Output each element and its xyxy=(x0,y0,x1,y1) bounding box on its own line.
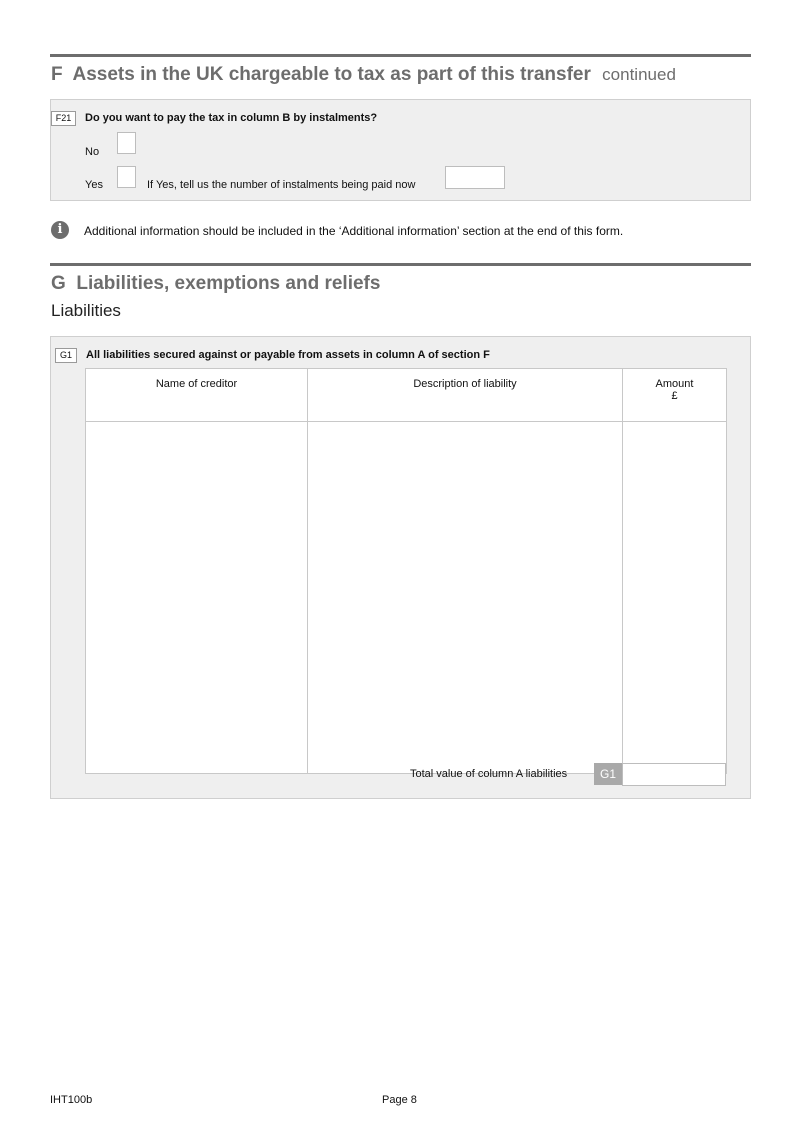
f21-no-checkbox[interactable] xyxy=(117,132,136,154)
description-column-header: Description of liability xyxy=(308,369,623,422)
amount-header-unit: £ xyxy=(671,390,678,402)
g1-total-label: Total value of column A liabilities xyxy=(410,768,568,780)
section-g-heading: Liabilities, exemptions and reliefs xyxy=(76,273,381,294)
f21-question-box xyxy=(50,99,751,201)
section-f-title xyxy=(51,64,676,86)
creditor-entry-cell[interactable] xyxy=(86,422,308,774)
section-g-title xyxy=(51,273,380,295)
liabilities-subheading: Liabilities xyxy=(51,301,121,320)
f21-yes-checkbox[interactable] xyxy=(117,166,136,188)
page-number: Page 8 xyxy=(382,1094,417,1106)
info-icon: i xyxy=(51,221,69,239)
table-row xyxy=(86,422,727,774)
amount-column-header xyxy=(623,369,727,422)
g1-tag: G1 xyxy=(55,348,77,363)
section-f-continued: continued xyxy=(602,65,676,84)
amount-header-label: Amount xyxy=(655,378,694,390)
f21-no-label: No xyxy=(85,146,100,158)
f21-instalments-input[interactable] xyxy=(445,166,505,189)
f21-tag: F21 xyxy=(51,111,76,126)
f21-instalments-prompt: If Yes, tell us the number of instalments being paid now xyxy=(147,179,416,191)
g1-question: All liabilities secured against or payable from assets in column A of section F xyxy=(86,349,490,361)
creditor-column-header: Name of creditor xyxy=(86,369,308,422)
liabilities-table-header xyxy=(86,369,727,422)
section-g-letter: G xyxy=(51,273,66,294)
form-code: IHT100b xyxy=(50,1094,93,1106)
g1-total-input[interactable] xyxy=(622,763,726,786)
section-f-rule xyxy=(50,54,751,57)
section-g-rule xyxy=(50,263,751,266)
liabilities-table xyxy=(85,368,727,774)
info-note: Additional information should be included in the ‘Additional information’ section at the end of this form. xyxy=(84,224,624,238)
amount-entry-cell[interactable] xyxy=(623,422,727,774)
section-f-heading: Assets in the UK chargeable to tax as part of this transfer xyxy=(72,64,591,85)
f21-yes-label: Yes xyxy=(85,179,103,191)
description-entry-cell[interactable] xyxy=(308,422,623,774)
g1-total-tag: G1 xyxy=(594,763,622,785)
section-f-letter: F xyxy=(51,64,63,85)
f21-question: Do you want to pay the tax in column B by instalments? xyxy=(85,112,378,124)
